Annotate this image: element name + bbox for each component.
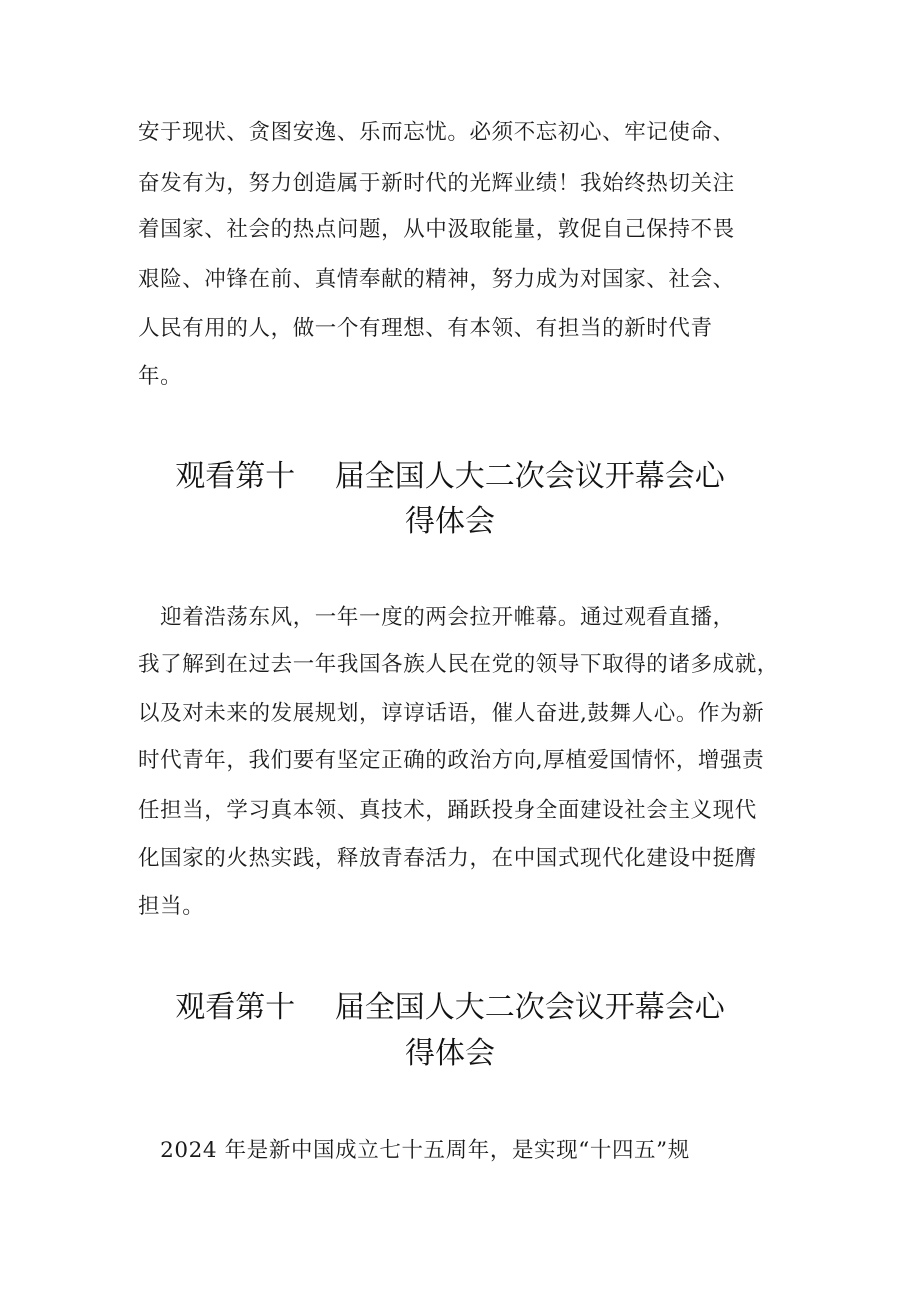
text-line: 迎着浩荡东风，一年一度的两会拉开帷幕。通过观看直播，: [138, 605, 735, 630]
text-line: 着国家、社会的热点问题，从中汲取能量，敦促自己保持不畏: [138, 217, 735, 242]
text-line: 安于现状、贪图安逸、乐而忘忧。必须不忘初心、牢记使命、: [138, 120, 735, 145]
text-line: 任担当，学习真本领、真技术，踊跃投身全面建设社会主义现代: [138, 798, 757, 823]
text-line: 人民有用的人，做一个有理想、有本领、有担当的新时代青: [138, 316, 713, 341]
text-line: 奋发有为，努力创造属于新时代的光辉业绩！我始终热切关注: [138, 171, 735, 196]
text-line: 时代青年，我们要有坚定正确的政治方向,厚植爱国情怀，增强责: [138, 748, 765, 773]
text-line: 化国家的火热实践，释放青春活力，在中国式现代化建设中挺膺: [138, 846, 757, 871]
heading-line: 得体会: [405, 1036, 495, 1071]
heading-line: 观看第十 届全国人大二次会议开幕会心: [175, 459, 725, 494]
text-line: 我了解到在过去一年我国各族人民在党的领导下取得的诸多成就，: [138, 652, 779, 677]
text-line: 年。: [138, 364, 183, 389]
text-line: 担当。: [138, 894, 205, 919]
text-line: 艰险、冲锋在前、真情奉献的精神，努力成为对国家、社会、: [138, 267, 735, 292]
heading-line: 观看第十 届全国人大二次会议开幕会心: [175, 990, 725, 1025]
text-line: 以及对未来的发展规划，谆谆话语，催人奋进,鼓舞人心。作为新: [138, 701, 765, 726]
heading-line: 得体会: [405, 504, 495, 539]
text-line: 2024 年是新中国成立七十五周年，是实现“十四五”规: [138, 1138, 690, 1163]
